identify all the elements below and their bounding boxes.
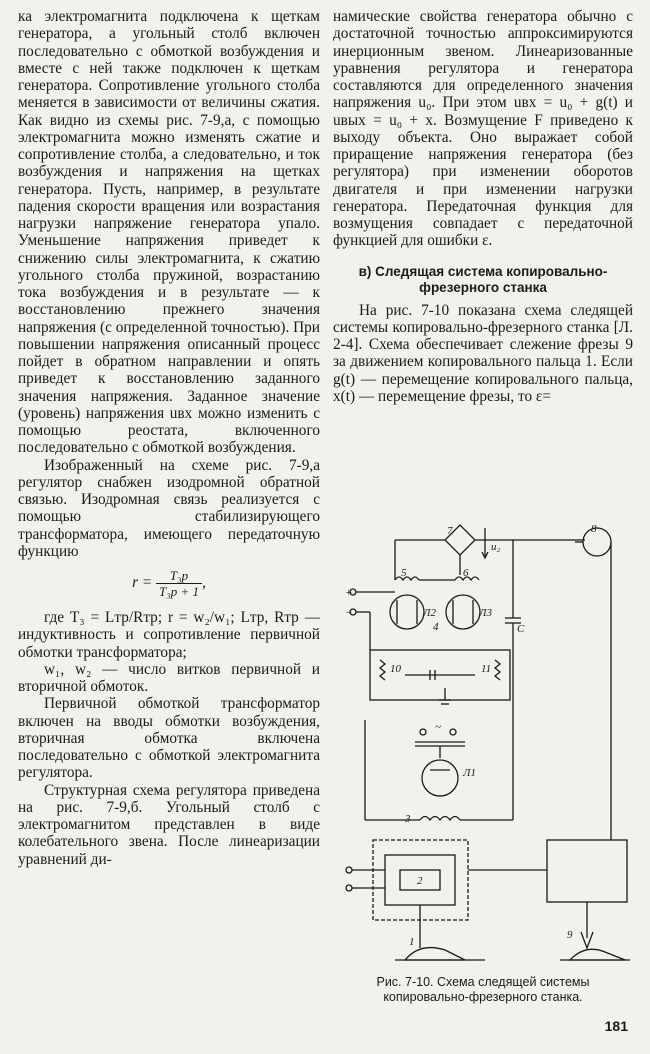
- formula-lhs: r =: [132, 574, 153, 592]
- transfer-function-formula: [18, 568, 320, 599]
- label-L3: Л3: [479, 607, 492, 619]
- label-5: 5: [401, 567, 407, 579]
- label-3: 3: [405, 813, 411, 825]
- circuit-labels: [335, 520, 631, 972]
- formula-tail: ,: [202, 574, 206, 592]
- formula-denominator: T₃p + 1: [159, 584, 200, 599]
- label-6: 6: [463, 567, 469, 579]
- label-10: 10: [390, 663, 401, 675]
- right-paragraph-1: намические свойства генератора обычно с достаточной точностью аппроксимируются инерционным звеном. Линеаризованные уравнения регулятора и генератора составляются для определенного значения напряжения u₀. При этом uвх = u₀ + g(t) и uвых = u₀ + x. Возмущение F приведено к выходу объекта. Оно выражает собой приращение напряжения генератора (без регулятора) при изменении оборотов двигателя и при изменении нагрузки генератора. Передаточная функция для возмущения совпадает с передаточной функцией для ошибки ε.: [333, 8, 633, 250]
- left-paragraph-6: Структурная схема регулятора приведена на рис. 7-9,б. Угольный столб с электромагнитом представлен в виде колебательного звена. После линеаризации уравнений ди-: [18, 781, 320, 868]
- label-8: 8: [591, 523, 597, 535]
- label-7: 7: [447, 525, 453, 537]
- left-paragraph-4: w₁, w₂ — число витков первичной и вторичной обмоток.: [18, 660, 320, 695]
- label-L1: Л1: [463, 767, 476, 779]
- label-1: 1: [409, 936, 415, 948]
- label-tilde: ~: [435, 721, 441, 733]
- left-paragraph-5: Первичной обмоткой трансформатор включен на вводы обмотки возбуждения, вторичная обмотка включена последовательно с обмоткой электромагнита регулятора.: [18, 695, 320, 782]
- figure-caption: Рис. 7-10. Схема следящей системы копировально-фрезерного станка.: [376, 975, 590, 1004]
- circuit-diagram-figure: [335, 520, 631, 972]
- left-paragraph-1: ка электромагнита подключена к щеткам генератора, а угольный столб включен последовательно с обмоткой возбуждения и вместе с ней также подключен к щеткам генератора. Сопротивление угольного столба меняется в зависимости от величины сжатия. Как видно из схемы рис. 7-9,а, с помощью электромагнита можно изменять сжатие и сопротивление столба, а следовательно, и ток возбуждения и напряжения на щетках генератора. Пусть, например, в результате падения скорости вращения или возрастания нагрузки напряжение генератора упало. Уменьшение напряжения приведет к снижению силы электромагнита, к сжатию угольного столба пружиной, возрастанию тока возбуждения и в результате — к восстановлению прежнего значения напряжения (с определенной точностью). При повышении напряжения описанный процесс пойдет в обратном направлении и опять приведет к восстановлению заданного значения напряжения. Заданное значение (уровень) напряжения uвх можно изменить с помощью реостата, включенного последовательно с обмоткой возбуждения.: [18, 8, 320, 457]
- right-column: [333, 8, 633, 405]
- page-number: 181: [604, 1018, 628, 1034]
- label-minus: −: [345, 607, 353, 619]
- right-paragraph-2: На рис. 7-10 показана схема следящей системы копировально-фрезерного станка [Л. 2-4]. Схема обеспечивает слежение фрезы 9 за движением копировального пальца 1. Если g(t) — перемещение копировального пальца, x(t) — перемещение фрезы, то ε=: [333, 301, 633, 405]
- label-2: 2: [417, 875, 423, 887]
- left-column: [18, 8, 320, 868]
- label-u2: u₂: [491, 541, 501, 553]
- label-9: 9: [567, 929, 573, 941]
- left-paragraph-2: Изображенный на схеме рис. 7-9,а регулятор снабжен изодромной обратной связью. Изодромная связь реализуется с помощью стабилизирующего трансформатора, имеющего передаточную функцию: [18, 456, 320, 560]
- label-C: C: [517, 623, 525, 635]
- label-L2: Л2: [423, 607, 436, 619]
- section-heading: в) Следящая система копировально-фрезерного станка: [358, 263, 608, 295]
- label-4: 4: [433, 621, 439, 633]
- formula-numerator: T₃p: [156, 568, 202, 584]
- label-11: 11: [481, 663, 492, 675]
- formula-fraction: [156, 568, 202, 599]
- label-plus: +: [345, 587, 353, 599]
- left-paragraph-3: где T₃ = Lтр/Rтр; r = w₂/w₁; Lтр, Rтр — индуктивность и сопротивление первичной обмотки трансформатора;: [18, 609, 320, 661]
